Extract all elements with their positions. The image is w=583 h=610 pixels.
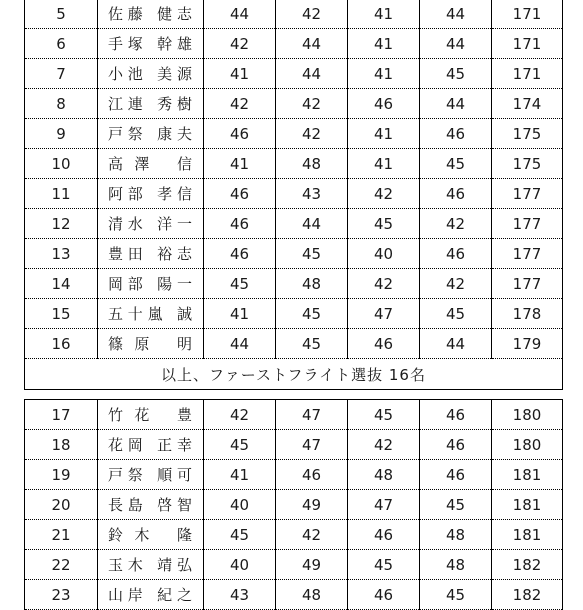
table-row <box>25 119 563 149</box>
total-score-cell: 178 <box>492 299 563 329</box>
score-cell-2: 45 <box>276 329 348 359</box>
player-name: 清水 洋一 <box>108 215 192 233</box>
table-row <box>25 580 563 610</box>
score-cell-4: 46 <box>420 119 492 149</box>
score-cell-4: 45 <box>420 580 492 610</box>
score-cell-3: 41 <box>348 149 420 179</box>
total-score-cell: 177 <box>492 209 563 239</box>
total-score-cell: 175 <box>492 149 563 179</box>
total-score-cell: 180 <box>492 400 563 430</box>
score-cell-1: 40 <box>204 490 276 520</box>
score-cell-4: 44 <box>420 29 492 59</box>
player-name: 山岸 紀之 <box>108 586 192 604</box>
total-score-cell: 181 <box>492 490 563 520</box>
table-row <box>25 550 563 580</box>
rank-cell: 8 <box>25 89 98 119</box>
total-score-cell: 182 <box>492 580 563 610</box>
summary-row <box>25 359 563 390</box>
first-flight-note: 以上、ファーストフライト選抜 16名 <box>25 359 563 390</box>
score-cell-1: 41 <box>204 299 276 329</box>
player-name: 戸祭 順可 <box>108 466 192 484</box>
score-cell-1: 41 <box>204 460 276 490</box>
player-name-cell <box>98 89 204 119</box>
player-name: 花岡 正幸 <box>108 436 192 454</box>
score-cell-1: 42 <box>204 29 276 59</box>
rank-cell: 10 <box>25 149 98 179</box>
score-cell-2: 45 <box>276 239 348 269</box>
rank-cell: 15 <box>25 299 98 329</box>
table-row <box>25 490 563 520</box>
rank-cell: 5 <box>25 0 98 29</box>
score-cell-3: 45 <box>348 400 420 430</box>
score-cell-3: 41 <box>348 119 420 149</box>
score-cell-3: 47 <box>348 490 420 520</box>
table-row <box>25 179 563 209</box>
rank-cell: 12 <box>25 209 98 239</box>
score-cell-2: 44 <box>276 59 348 89</box>
score-cell-4: 44 <box>420 0 492 29</box>
total-score-cell: 177 <box>492 179 563 209</box>
score-cell-3: 46 <box>348 580 420 610</box>
score-cell-3: 46 <box>348 520 420 550</box>
player-name: 小池 美源 <box>108 65 192 83</box>
rank-cell: 23 <box>25 580 98 610</box>
total-score-cell: 171 <box>492 59 563 89</box>
player-name: 戸祭 康夫 <box>108 125 192 143</box>
score-cell-1: 42 <box>204 89 276 119</box>
score-cell-2: 47 <box>276 400 348 430</box>
score-cell-3: 42 <box>348 269 420 299</box>
score-cell-2: 46 <box>276 460 348 490</box>
total-score-cell: 177 <box>492 239 563 269</box>
score-cell-4: 46 <box>420 400 492 430</box>
rank-cell: 21 <box>25 520 98 550</box>
rank-cell: 13 <box>25 239 98 269</box>
results-table-remaining <box>24 399 563 610</box>
score-cell-1: 41 <box>204 59 276 89</box>
score-cell-4: 46 <box>420 239 492 269</box>
score-cell-2: 48 <box>276 580 348 610</box>
player-name: 岡部 陽一 <box>108 275 192 293</box>
player-name: 江連 秀樹 <box>108 95 192 113</box>
total-score-cell: 182 <box>492 550 563 580</box>
score-cell-4: 48 <box>420 520 492 550</box>
rank-cell: 9 <box>25 119 98 149</box>
total-score-cell: 179 <box>492 329 563 359</box>
score-cell-1: 41 <box>204 149 276 179</box>
table-row <box>25 29 563 59</box>
score-cell-4: 45 <box>420 59 492 89</box>
score-cell-3: 46 <box>348 89 420 119</box>
score-cell-4: 45 <box>420 299 492 329</box>
rank-cell: 17 <box>25 400 98 430</box>
rank-cell: 14 <box>25 269 98 299</box>
player-name: 佐藤 健志 <box>108 5 192 23</box>
score-cell-1: 46 <box>204 119 276 149</box>
player-name-cell <box>98 550 204 580</box>
score-cell-2: 42 <box>276 0 348 29</box>
score-cell-3: 40 <box>348 239 420 269</box>
player-name-cell <box>98 430 204 460</box>
player-name: 篠原 明 <box>108 335 192 353</box>
player-name: 高澤 信 <box>108 155 192 173</box>
score-cell-3: 45 <box>348 209 420 239</box>
table-row <box>25 89 563 119</box>
score-cell-2: 42 <box>276 119 348 149</box>
player-name: 鈴木 隆 <box>108 526 192 544</box>
player-name-cell <box>98 209 204 239</box>
total-score-cell: 181 <box>492 520 563 550</box>
score-cell-2: 43 <box>276 179 348 209</box>
score-cell-2: 48 <box>276 269 348 299</box>
score-cell-2: 44 <box>276 209 348 239</box>
player-name-cell <box>98 490 204 520</box>
score-cell-3: 48 <box>348 460 420 490</box>
score-cell-1: 46 <box>204 179 276 209</box>
score-cell-1: 42 <box>204 400 276 430</box>
table-row <box>25 209 563 239</box>
table-row <box>25 149 563 179</box>
score-cell-2: 47 <box>276 430 348 460</box>
score-cell-3: 41 <box>348 59 420 89</box>
table-row <box>25 400 563 430</box>
score-cell-3: 46 <box>348 329 420 359</box>
score-cell-2: 48 <box>276 149 348 179</box>
player-name-cell <box>98 520 204 550</box>
player-name-cell <box>98 580 204 610</box>
score-cell-1: 44 <box>204 329 276 359</box>
score-cell-4: 46 <box>420 179 492 209</box>
score-cell-1: 45 <box>204 520 276 550</box>
score-cell-1: 44 <box>204 0 276 29</box>
score-cell-2: 45 <box>276 299 348 329</box>
player-name: 手塚 幹雄 <box>108 35 192 53</box>
rank-cell: 16 <box>25 329 98 359</box>
score-cell-4: 45 <box>420 149 492 179</box>
score-cell-1: 40 <box>204 550 276 580</box>
score-cell-3: 45 <box>348 550 420 580</box>
player-name-cell <box>98 299 204 329</box>
score-cell-3: 41 <box>348 0 420 29</box>
score-cell-4: 44 <box>420 329 492 359</box>
player-name-cell <box>98 0 204 29</box>
player-name-cell <box>98 460 204 490</box>
score-cell-2: 44 <box>276 29 348 59</box>
score-cell-2: 42 <box>276 520 348 550</box>
results-table-first-flight <box>24 0 563 390</box>
player-name: 阿部 孝信 <box>108 185 192 203</box>
score-cell-3: 42 <box>348 179 420 209</box>
score-cell-1: 43 <box>204 580 276 610</box>
score-cell-2: 49 <box>276 550 348 580</box>
table-row <box>25 269 563 299</box>
player-name-cell <box>98 149 204 179</box>
table-row <box>25 460 563 490</box>
score-cell-4: 45 <box>420 490 492 520</box>
table-row <box>25 329 563 359</box>
total-score-cell: 177 <box>492 269 563 299</box>
player-name-cell <box>98 29 204 59</box>
table-row <box>25 430 563 460</box>
score-cell-1: 46 <box>204 239 276 269</box>
total-score-cell: 175 <box>492 119 563 149</box>
player-name-cell <box>98 329 204 359</box>
rank-cell: 18 <box>25 430 98 460</box>
table-row <box>25 59 563 89</box>
rank-cell: 22 <box>25 550 98 580</box>
score-cell-4: 48 <box>420 550 492 580</box>
total-score-cell: 171 <box>492 0 563 29</box>
score-cell-4: 44 <box>420 89 492 119</box>
score-cell-4: 42 <box>420 269 492 299</box>
rank-cell: 20 <box>25 490 98 520</box>
player-name-cell <box>98 269 204 299</box>
total-score-cell: 180 <box>492 430 563 460</box>
rank-cell: 7 <box>25 59 98 89</box>
score-cell-3: 42 <box>348 430 420 460</box>
score-cell-4: 46 <box>420 430 492 460</box>
rank-cell: 6 <box>25 29 98 59</box>
total-score-cell: 174 <box>492 89 563 119</box>
score-cell-1: 46 <box>204 209 276 239</box>
player-name-cell <box>98 239 204 269</box>
table-row <box>25 239 563 269</box>
total-score-cell: 171 <box>492 29 563 59</box>
rank-cell: 19 <box>25 460 98 490</box>
score-cell-4: 42 <box>420 209 492 239</box>
player-name-cell <box>98 119 204 149</box>
table-row <box>25 299 563 329</box>
rank-cell: 11 <box>25 179 98 209</box>
player-name: 五十嵐 誠 <box>108 305 192 323</box>
player-name: 玉木 靖弘 <box>108 556 192 574</box>
player-name-cell <box>98 59 204 89</box>
score-cell-1: 45 <box>204 269 276 299</box>
score-cell-3: 47 <box>348 299 420 329</box>
score-cell-4: 46 <box>420 460 492 490</box>
player-name: 竹花 豊 <box>108 406 192 424</box>
score-cell-1: 45 <box>204 430 276 460</box>
score-cell-3: 41 <box>348 29 420 59</box>
table-row <box>25 0 563 29</box>
score-cell-2: 49 <box>276 490 348 520</box>
player-name: 豊田 裕志 <box>108 245 192 263</box>
player-name-cell <box>98 400 204 430</box>
player-name-cell <box>98 179 204 209</box>
player-name: 長島 啓智 <box>108 496 192 514</box>
score-cell-2: 42 <box>276 89 348 119</box>
total-score-cell: 181 <box>492 460 563 490</box>
table-row <box>25 520 563 550</box>
